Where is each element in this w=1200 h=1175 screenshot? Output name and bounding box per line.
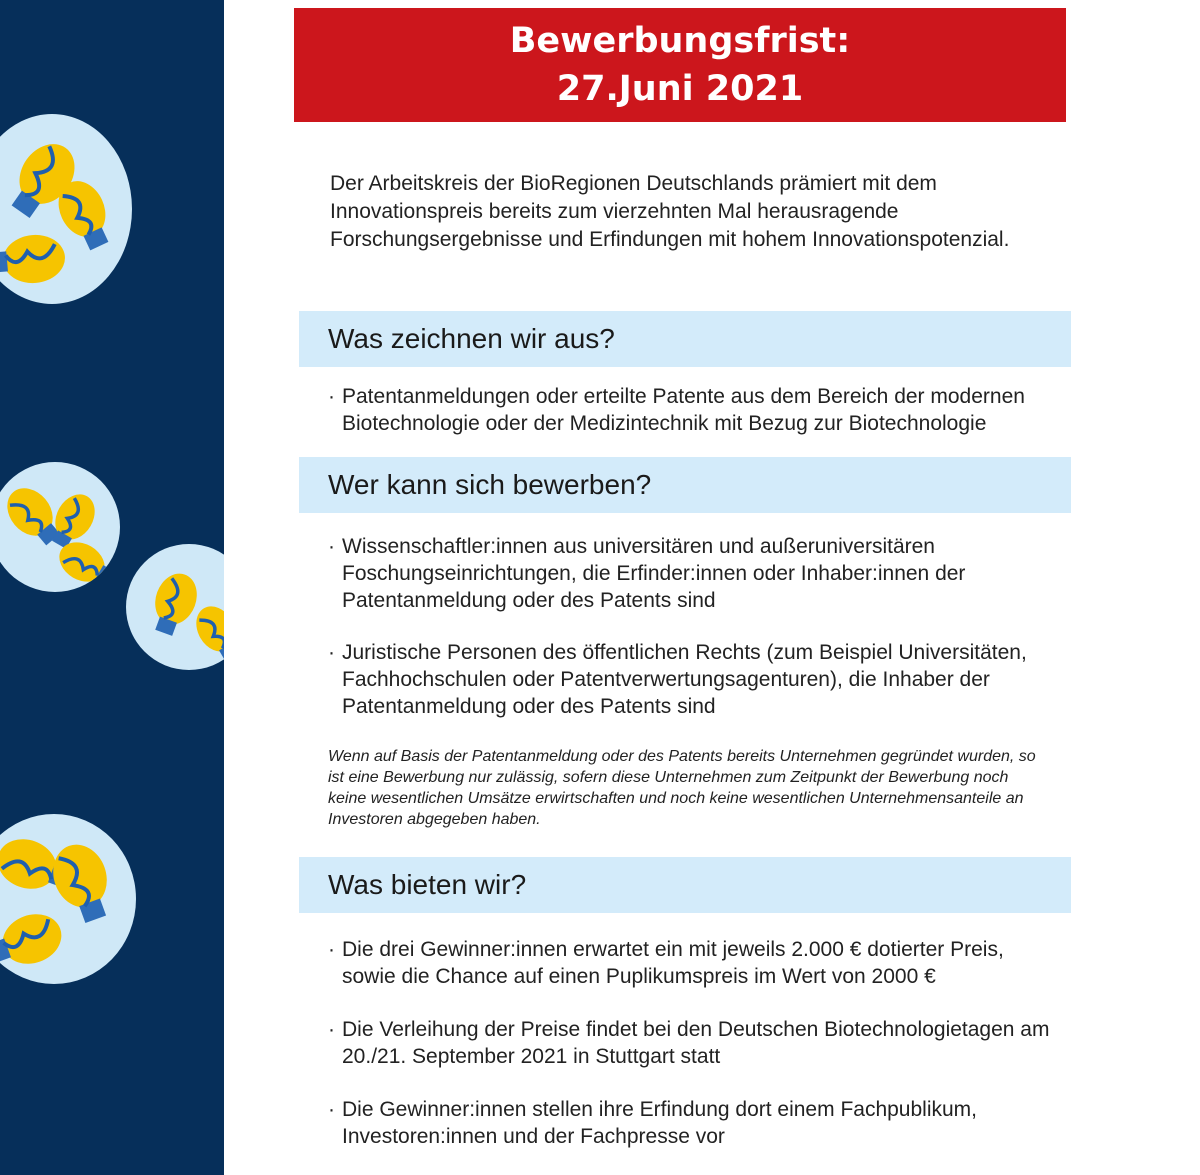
section-title: Was bieten wir? [328,869,527,900]
bullet-dot-icon: · [328,385,335,408]
list-item [328,639,1058,720]
list-item-text: Die Verleihung der Preise findet bei den Deutschen Biotechnologietagen am 20./21. September 2021 in Stuttgart statt [342,1018,1050,1068]
bullet-dot-icon: · [328,641,335,664]
deadline-label: Bewerbungsfrist: [509,21,851,61]
section-title: Was zeichnen wir aus? [328,323,615,354]
section-header-what-we-offer [299,857,1071,913]
dna-lightbulb-icon [0,114,132,304]
list-item-text: Die Gewinner:innen stellen ihre Erfindung dort einem Fachpublikum, Investoren:innen und der Fachpresse vor [342,1098,978,1148]
list-item [328,383,1058,437]
dna-lightbulb-icon [0,814,136,984]
section-title: Wer kann sich bewerben? [328,469,652,500]
section-header-who-can-apply [299,457,1071,513]
bullet-dot-icon: · [328,938,335,961]
dna-lightbulb-icon [126,544,224,670]
intro-paragraph: Der Arbeitskreis der BioRegionen Deutschlands prämiert mit dem Innovationspreis bereits zum vierzehnten Mal herausragende Forschungsergebnisse und Erfindungen mit hohem Innovationspotenzial. [330,172,1010,251]
decorative-sidebar [0,0,224,1175]
bullet-dot-icon: · [328,1098,335,1121]
deadline-banner [294,8,1066,122]
list-item-text: Juristische Personen des öffentlichen Rechts (zum Beispiel Universitäten, Fachhochschulen oder Patentverwertungsagenturen), die Inhaber der Patentanmeldung oder des Patents sind [342,641,1027,718]
list-item [328,533,1058,614]
list-item-text: Patentanmeldungen oder erteilte Patente aus dem Bereich der modernen Biotechnologie oder der Medizintechnik mit Bezug zur Biotechnologie [342,385,1025,435]
dna-lightbulb-icon [0,462,120,592]
list-item [328,1096,1058,1150]
eligibility-note: Wenn auf Basis der Patentanmeldung oder des Patents bereits Unternehmen gegründet wurden, so ist eine Bewerbung nur zulässig, sofern diese Unternehmen zum Zeitpunkt der Bewerbung noch keine wesentlichen Umsätze erwirtschaften und noch keine wesentlichen Unternehmensanteile an Investoren abgegeben haben. [328,748,1036,828]
bullet-dot-icon: · [328,1018,335,1041]
deadline-date: 27.Juni 2021 [556,69,804,109]
section-header-what-we-award [299,311,1071,367]
list-item [328,936,1058,990]
list-item-text: Die drei Gewinner:innen erwartet ein mit jeweils 2.000 € dotierter Preis, sowie die Chance auf einen Puplikumspreis im Wert von 2000 € [342,938,1004,988]
bullet-dot-icon: · [328,535,335,558]
list-item [328,1016,1058,1070]
list-item-text: Wissenschaftler:innen aus universitären und außeruniversitären Foschungseinrichtungen, die Erfinder:innen oder Inhaber:innen der Patentanmeldung oder des Patents sind [342,535,966,612]
